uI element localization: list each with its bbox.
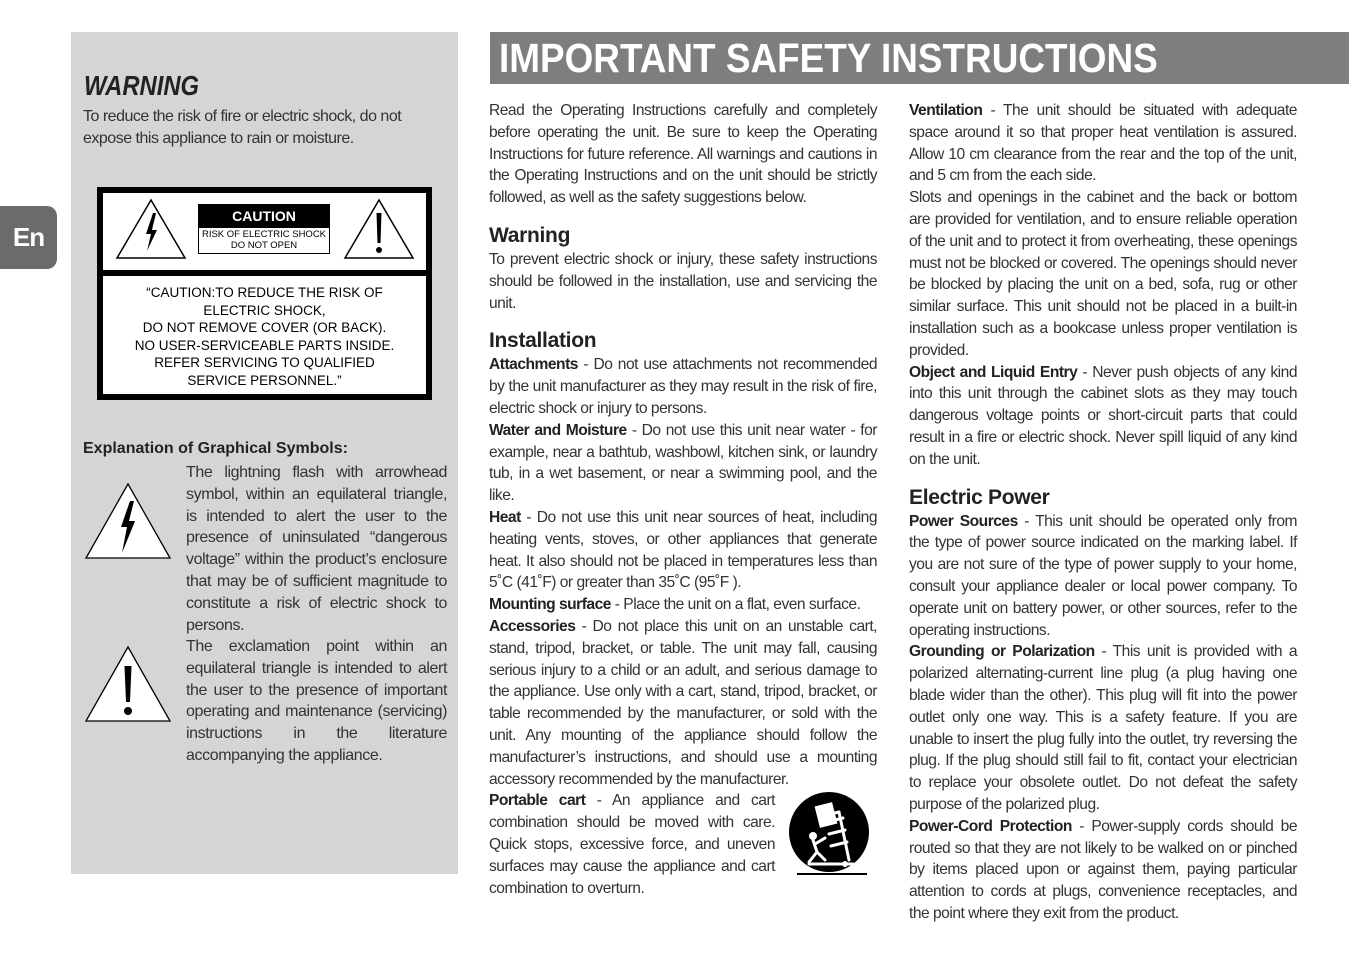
electric-power-heading: Electric Power	[909, 485, 1050, 509]
caution-line: NO USER-SERVICEABLE PARTS INSIDE.	[134, 337, 395, 353]
object-paragraph	[909, 362, 1297, 471]
attachments-text: - Do not use attachments not recommended by the unit manufacturer as they may result in the risk of fire, electric shock or injury to persons.	[489, 356, 877, 417]
power-cord-paragraph	[909, 816, 1297, 925]
heat-text: - Do not use this unit near sources of heat, including heating vents, stoves, or other appliances that generate heat. It also should not be placed in temperatures less than 5˚C (41˚F) or greater than 35˚C (95˚F ).	[489, 508, 877, 592]
attachments-paragraph	[489, 354, 877, 419]
heat-term: Heat	[489, 508, 521, 526]
accessories-paragraph	[489, 616, 877, 790]
caution-label: CAUTION	[198, 204, 330, 227]
power-cord-term: Power-Cord Protection	[909, 817, 1072, 835]
object-text: - Never push objects of any kind into this unit through the cabinet slots as they may touch dangerous voltage points or short-circuit parts that could result in a fire or electric shock. Never spill liquid of any kind on the unit.	[909, 363, 1297, 468]
cart-tip-over-icon	[787, 792, 873, 876]
water-paragraph	[489, 420, 877, 507]
title-banner	[490, 32, 1349, 84]
grounding-paragraph	[909, 641, 1297, 815]
caution-line: “CAUTION:TO REDUCE THE RISK OF	[146, 285, 383, 300]
caution-line: SERVICE PERSONNEL.”	[187, 372, 342, 388]
language-tab[interactable]: En	[0, 206, 57, 269]
water-text: - Do not use this unit near water - for example, near a bathtub, washbowl, kitchen sink, or laundry tub, in a wet basement, or near a swimming pool, and the like.	[489, 421, 877, 505]
accessories-text: - Do not place this unit on an unstable cart, stand, tripod, bracket, or table. The unit may fall, causing serious injury to a child or an adult, and serious damage to the appliance. Use only with a cart, stand, tripod, bracket, or table recommended by the manufacturer, or sold with the unit. Any mounting of the appliance should follow the manufacturer’s instructions, and should use a mounting accessory recommended by the manufacturer.	[489, 617, 877, 788]
instructions-column-left	[489, 100, 877, 899]
page-title: IMPORTANT SAFETY INSTRUCTIONS	[499, 35, 1158, 81]
caution-line: DO NOT REMOVE COVER (OR BACK).	[142, 320, 387, 335]
caution-line: REFER SERVICING TO QUALIFIED	[154, 355, 375, 370]
caution-message	[103, 276, 426, 394]
intro-paragraph: Read the Operating Instructions carefully and completely before operating the unit. Be sure to keep the Operating Instructions for future reference. All warnings and cautions in the Operating Instructions and on the unit should be strictly followed, as well as the safety suggestions below.	[489, 102, 877, 207]
warning-heading: Warning	[489, 223, 571, 247]
exclamation-symbol-icon	[83, 644, 173, 724]
mounting-text: - Place the unit on a flat, even surface.	[610, 596, 861, 614]
lightning-symbol-description: The lightning flash with arrowhead symbol, within an equilateral triangle, is intended to alert the user to the presence of uninsulated “dangerous voltage” within the product’s enclosure that may be of sufficient magnitude to constitute a risk of electric shock to persons.	[186, 464, 447, 634]
heat-paragraph	[489, 507, 877, 594]
power-sources-paragraph	[909, 511, 1297, 642]
installation-heading: Installation	[489, 329, 597, 353]
water-term: Water and Moisture	[489, 421, 627, 439]
cart-term: Portable cart	[489, 792, 586, 810]
grounding-text: - This unit is provided with a polarized alternating-current line plug (a plug having one blade wider than the other). This plug will fit into the power outlet only one way. This is a safety feature. If you are unable to insert the plug fully into the outlet, try reversing the plug. If the plug should still fail to fit, contact your electrician to replace your obsolete outlet. Do not defeat the safety purpose of the polarized plug.	[909, 643, 1297, 813]
object-term: Object and Liquid Entry	[909, 363, 1078, 381]
exclamation-symbol-description: The exclamation point within an equilateral triangle is intended to alert the user to the presence of important operating and maintenance (servicing) instructions in the literature accompanying the appliance.	[186, 638, 447, 764]
lightning-triangle-icon	[115, 197, 187, 261]
exclamation-triangle-icon	[343, 197, 415, 261]
caution-label-box	[97, 187, 432, 400]
power-sources-text: - This unit should be operated only from the type of power source indicated on the marking label. If you are not sure of the type of power supply to your home, consult your appliance dealer or local power company. To operate unit on battery power, or other sources, refer to the operating instructions.	[909, 512, 1297, 639]
slots-paragraph: Slots and openings in the cabinet and the back or bottom are provided for ventilation, and to ensure reliable operation of the unit and to protect it from overheating, these openings must not be blocked or covered. The openings should never be blocked by placing the unit on a bed, sofa, rug or other similar surface. This unit should not be placed in a built-in installation such as a bookcase unless proper ventilation is provided.	[909, 189, 1297, 359]
cart-text: - An appliance and cart combination should be moved with care. Quick stops, excessive force, and uneven surfaces may cause the appliance and cart combination to overturn.	[489, 792, 775, 897]
portable-cart-block	[489, 790, 877, 899]
accessories-term: Accessories	[489, 617, 576, 635]
warning-title: WARNING	[84, 70, 200, 101]
symbols-heading: Explanation of Graphical Symbols:	[83, 440, 348, 457]
warning-sidebar	[71, 32, 458, 874]
caution-line: ELECTRIC SHOCK,	[203, 302, 326, 318]
power-cord-text: - Power-supply cords should be routed so that they are not likely to be walked on or pinched by items placed upon or against them, paying particular attention to cords at plugs, convenience receptacles, and the point where they exit from the product.	[909, 817, 1297, 922]
mounting-paragraph	[489, 594, 877, 616]
instructions-column-right	[909, 100, 1297, 925]
mounting-term: Mounting surface	[489, 596, 611, 614]
caution-header	[103, 193, 426, 270]
caution-sub-line-1: RISK OF ELECTRIC SHOCK	[201, 229, 327, 240]
attachments-term: Attachments	[489, 356, 578, 374]
warning-text: To reduce the risk of fire or electric shock, do not expose this appliance to rain or moisture.	[83, 108, 402, 147]
cart-paragraph	[489, 790, 775, 899]
ventilation-term: Ventilation	[909, 102, 983, 119]
caution-sub-line-2: DO NOT OPEN	[230, 240, 298, 251]
ventilation-paragraph	[909, 100, 1297, 187]
warning-paragraph: To prevent electric shock or injury, these safety instructions should be followed in the installation, use and servicing the unit.	[489, 250, 877, 312]
lightning-symbol-icon	[83, 481, 173, 561]
caution-sub-label	[198, 227, 330, 254]
power-sources-term: Power Sources	[909, 512, 1018, 530]
ventilation-text: - The unit should be situated with adequate space around it so that proper heat ventilation is assured. Allow 10 cm clearance from the rear and the top of the unit, and 5 cm from the each side.	[909, 102, 1297, 185]
grounding-term: Grounding or Polarization	[909, 643, 1095, 661]
